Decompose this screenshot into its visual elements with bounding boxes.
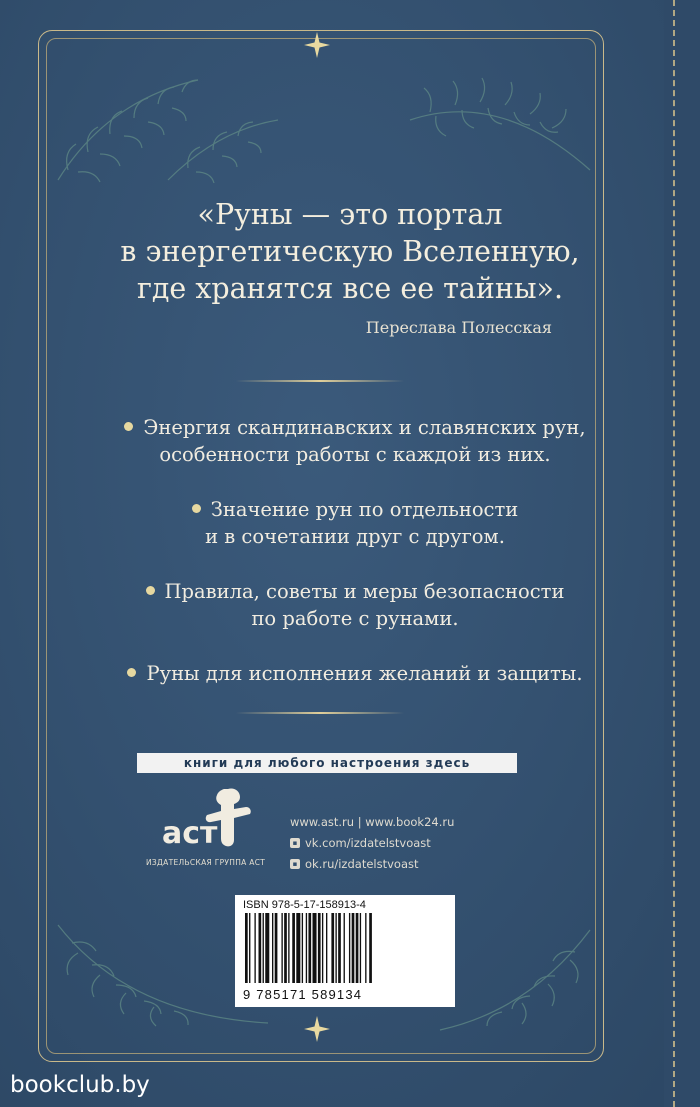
barcode-bar (249, 913, 250, 983)
list-item-text: Значение рун по отдельности (210, 498, 519, 521)
barcode-bar (308, 913, 311, 983)
barcode-bar (254, 913, 255, 983)
barcode-bar (245, 913, 248, 983)
barcode-bar (275, 913, 278, 983)
publisher-contacts (290, 811, 454, 874)
quote-author: Переслава Полесская (365, 318, 552, 337)
barcode-bar (331, 913, 334, 983)
publisher-label: ИЗДАТЕЛЬСКАЯ ГРУППА АСТ (146, 858, 266, 867)
barcode-bar (344, 913, 345, 983)
bullet-dot-icon (127, 668, 136, 677)
bottom-divider (236, 712, 404, 714)
watermark: bookclub.by (10, 1072, 150, 1098)
vk-link[interactable]: ▪ vk.com/izdatelstvoast (290, 832, 454, 853)
barcode-bar (365, 913, 366, 983)
top-star-icon (302, 30, 332, 60)
list-item (60, 414, 650, 468)
barcode-bars (243, 913, 447, 985)
barcode-bar (318, 913, 321, 983)
list-item-text: и в сочетании друг с другом. (205, 525, 505, 548)
barcode-bar (349, 913, 350, 983)
logo-wordmark: аст (162, 816, 218, 851)
quote-line: где хранятся все ее тайны». (136, 272, 564, 305)
barcode-bar (281, 913, 282, 983)
barcode-bar (313, 913, 317, 983)
barcode-bar (360, 913, 361, 983)
bottom-star-icon (302, 1014, 332, 1044)
barcode-bar (284, 913, 287, 983)
ok-link[interactable]: ▪ ok.ru/izdatelstvoast (290, 853, 454, 874)
barcode-bar (292, 913, 295, 983)
isbn-number: ISBN 978-5-17-158913-4 (243, 899, 366, 911)
barcode-bar (259, 913, 262, 983)
tagline-bar: книги для любого настроения здесь (137, 753, 517, 773)
barcode-bar (263, 913, 264, 983)
barcode-bar (296, 913, 300, 983)
top-right-foliage-ornament (400, 60, 600, 180)
barcode-bar (272, 913, 273, 983)
bullet-dot-icon (146, 586, 155, 595)
barcode-bar (352, 913, 355, 983)
list-item-text: Энергия скандинавских и славянских рун, (143, 416, 586, 439)
barcode-bar (288, 913, 289, 983)
list-item-text: Правила, советы и меры безопасности (164, 580, 565, 603)
top-divider (236, 380, 404, 382)
website-links[interactable]: www.ast.ru | www.book24.ru (290, 814, 455, 829)
list-item (60, 496, 650, 550)
barcode-bar (369, 913, 372, 983)
list-item (60, 660, 650, 687)
barcode-bar (302, 913, 303, 983)
ast-publisher-logo (150, 785, 270, 865)
isbn-barcode (235, 895, 455, 1007)
quote-block (0, 196, 700, 307)
list-item (60, 578, 650, 632)
odnoklassniki-icon: ▪ (290, 859, 300, 869)
barcode-bar (356, 913, 359, 983)
list-item-text: по работе с рунами. (251, 607, 459, 630)
bullet-dot-icon (192, 504, 201, 513)
feature-list (60, 414, 650, 715)
quote-line: в энергетическую Вселенную, (120, 235, 580, 268)
quote-line: «Руны — это портал (197, 198, 503, 231)
barcode-digits: 9 785171 589134 (243, 987, 363, 1002)
barcode-bar (326, 913, 327, 983)
top-left-foliage-ornament (48, 60, 288, 190)
barcode-bar (322, 913, 323, 983)
barcode-bar (338, 913, 341, 983)
barcode-bar (335, 913, 336, 983)
vk-icon: ▪ (290, 838, 300, 848)
list-item-text: особенности работы с каждой из них. (159, 443, 551, 466)
barcode-bar (306, 913, 307, 983)
barcode-bar (265, 913, 269, 983)
list-item-text: Руны для исполнения желаний и защиты. (146, 662, 583, 685)
spine-stitch-line (673, 0, 675, 1107)
spine-band (664, 0, 700, 1107)
bullet-dot-icon (124, 422, 133, 431)
